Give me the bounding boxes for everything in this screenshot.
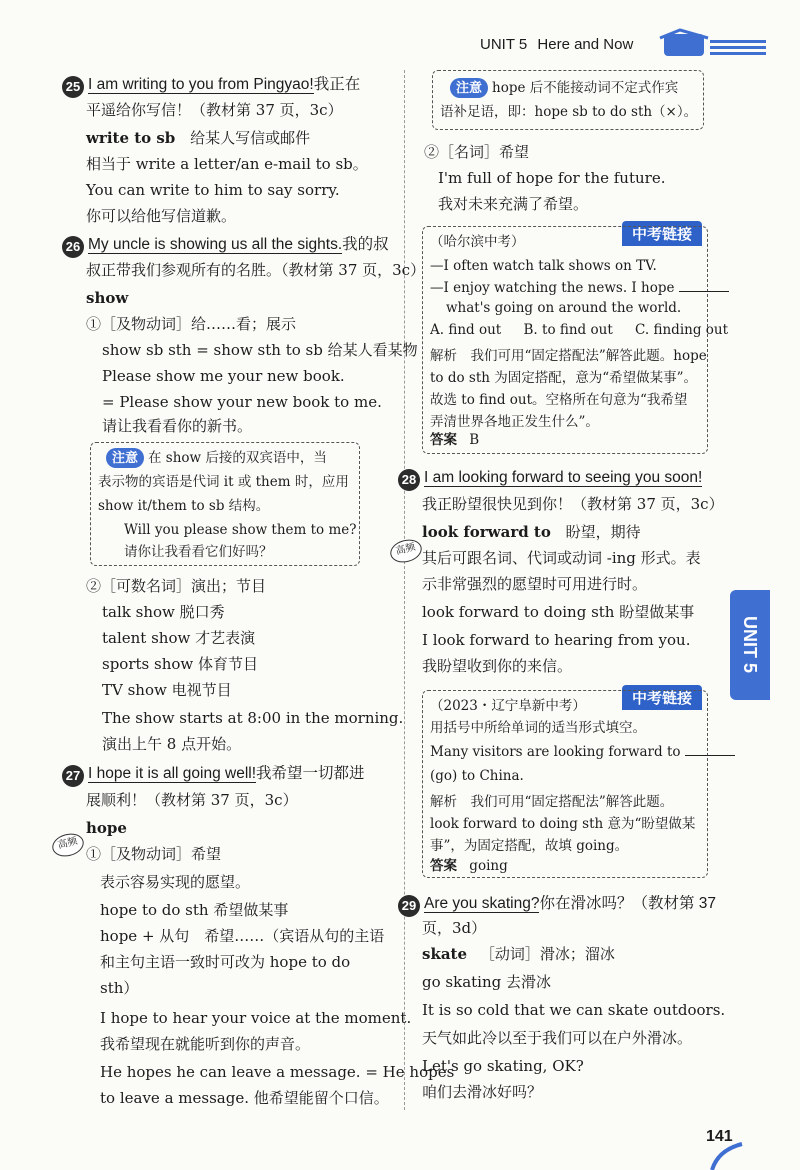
option-a: A. find out — [430, 322, 502, 338]
answer-value: B — [469, 432, 480, 448]
example-en: He hopes he can leave a message. = He hopes — [100, 1063, 455, 1081]
note-text: 在 show 后接的双宾语中，当 — [148, 450, 327, 466]
example-en: I'm full of hope for the future. — [438, 169, 666, 187]
exam-source: （哈尔滨中考） — [430, 234, 525, 250]
exam-link-tag: 中考链接 — [622, 221, 702, 246]
answer-blank — [685, 755, 735, 756]
answer-label: 答案 — [430, 858, 457, 874]
example-en: I look forward to hearing from you. — [422, 631, 691, 649]
text-line: talk show 脱口秀 — [102, 603, 225, 621]
note-example-en: Will you please show them to me? — [124, 522, 357, 538]
analysis-text: look forward to doing sth 意为“盼望做某 — [430, 816, 696, 832]
note-text: 表示物的宾语是代词 it 或 them 时，应用 — [98, 474, 349, 490]
analysis-text: 故选 to find out。空格所在句意为“我希望 — [430, 392, 688, 408]
column-divider — [404, 70, 405, 1110]
section-sentence-en: I am looking forward to seeing you soon! — [424, 469, 703, 486]
keyword-meaning: ［动词］滑冰；溜冰 — [479, 945, 615, 963]
text-line: hope + 从句 希望……（宾语从句的主语 — [100, 927, 385, 945]
section-number: 28 — [398, 469, 420, 491]
example-cn: 请让我看看你的新书。 — [102, 417, 253, 435]
note-tag: 注意 — [450, 78, 488, 98]
section-source: 页，3d） — [422, 919, 487, 937]
meaning-2: ②［名词］希望 — [424, 143, 530, 161]
keyword: look forward to — [422, 523, 551, 541]
example-en: I hope to hear your voice at the moment. — [100, 1009, 412, 1027]
answer-value: going — [469, 858, 508, 874]
section-source: 平遥给你写信！（教材第 37 页，3c） — [86, 101, 343, 119]
exam-instruction: 用括号中所给单词的适当形式填空。 — [430, 720, 646, 736]
unit-side-tab: UNIT 5 — [730, 590, 770, 700]
example-cn: 演出上午 8 点开始。 — [102, 735, 242, 753]
note-text: hope 后不能接动词不定式作宾 — [492, 80, 679, 96]
section-number: 27 — [62, 765, 84, 787]
option-c: C. finding out — [635, 322, 729, 338]
header-unit: UNIT 5 — [480, 36, 528, 53]
exam-question: what's going on around the world. — [446, 300, 682, 316]
section-sentence-cn: 我正在 — [313, 76, 361, 93]
frequency-stamp: 高频 — [50, 830, 87, 860]
example-cn: 我盼望收到你的来信。 — [422, 657, 573, 675]
example-en: Please show me your new book. — [102, 367, 345, 385]
text-line: talent show 才艺表演 — [102, 629, 256, 647]
exam-question: (go) to China. — [430, 768, 524, 784]
exam-question: —I enjoy watching the news. I hope — [430, 280, 675, 296]
section-sentence-en: Are you skating? — [424, 895, 540, 912]
text-line: sth） — [100, 979, 139, 997]
text-line: look forward to doing sth 盼望做某事 — [422, 603, 695, 621]
analysis-text: 解析 我们可用“固定搭配法”解答此题。 — [430, 794, 674, 810]
page-corner-icon — [708, 1140, 748, 1170]
text-line: sports show 体育节目 — [102, 655, 258, 673]
running-header — [480, 36, 633, 53]
analysis-text: 解析 我们可用“固定搭配法”解答此题。hope — [430, 348, 707, 364]
analysis-text: 事”，为固定搭配，故填 going。 — [430, 838, 629, 854]
example-cn: 咱们去滑冰好吗？ — [422, 1083, 543, 1101]
answer-blank — [679, 291, 729, 292]
note-text: show it/them to sb 结构。 — [98, 498, 270, 514]
note-tag: 注意 — [106, 448, 144, 468]
text-line: 其后可跟名词、代词或动词 -ing 形式。表 — [422, 549, 701, 567]
meaning-1: ①［及物动词］给……看；展示 — [86, 315, 297, 333]
exam-question: —I often watch talk shows on TV. — [430, 258, 657, 274]
note-example-cn: 请你让我看看它们好吗？ — [124, 544, 273, 560]
text-line: go skating 去滑冰 — [422, 973, 551, 991]
text-line: 和主句主语一致时可改为 hope to do — [100, 953, 351, 971]
keyword-meaning: 盼望，期待 — [565, 523, 641, 541]
frequency-stamp: 高频 — [388, 536, 425, 566]
keyword-line — [86, 126, 310, 150]
example-cn: 你可以给他写信道歉。 — [86, 207, 237, 225]
example-cn: 天气如此冷以至于我们可以在户外滑冰。 — [422, 1029, 693, 1047]
example-en: You can write to him to say sorry. — [86, 181, 340, 199]
section-source: 我正盼望很快见到你！（教材第 37 页，3c） — [422, 495, 724, 513]
example-en: It is so cold that we can skate outdoors. — [422, 1001, 726, 1019]
example-en: Let's go skating, OK? — [422, 1057, 584, 1075]
header-title: Here and Now — [537, 36, 634, 53]
section-number: 25 — [62, 76, 84, 98]
exam-link-tag: 中考链接 — [622, 685, 702, 710]
meaning-1: ①［及物动词］希望 — [86, 845, 222, 863]
option-b: B. to find out — [523, 322, 613, 338]
example-en: to leave a message. 他希望能留个口信。 — [100, 1089, 389, 1107]
keyword: show — [86, 289, 129, 307]
answer-label: 答案 — [430, 432, 457, 448]
keyword: skate — [422, 945, 468, 963]
exam-source: （2023・辽宁阜新中考） — [430, 698, 586, 714]
analysis-text: 弄清世界各地正发生什么”。 — [430, 414, 599, 430]
text-line: 表示容易实现的愿望。 — [100, 873, 251, 891]
section-source: 叔正带我们参观所有的名胜。（教材第 37 页，3c） — [86, 261, 426, 279]
header-decoration-icon — [650, 28, 770, 64]
keyword: hope — [86, 819, 127, 837]
section-sentence-en: I hope it is all going well! — [88, 765, 257, 782]
section-sentence-cn: 我的叔 — [342, 236, 389, 253]
example-en: The show starts at 8:00 in the morning. — [102, 709, 404, 727]
keyword-meaning: 给某人写信或邮件 — [190, 129, 311, 147]
text-line: hope to do sth 希望做某事 — [100, 901, 289, 919]
section-source: 展顺利！（教材第 37 页，3c） — [86, 791, 298, 809]
analysis-text: to do sth 为固定搭配，意为“希望做某事”。 — [430, 370, 698, 386]
example-en: = Please show your new book to me. — [102, 393, 382, 411]
example-cn: 我对未来充满了希望。 — [438, 195, 589, 213]
section-sentence-cn: 我希望一切都进 — [256, 765, 365, 782]
section-sentence-cn: 你在滑冰吗？（教材第 37 — [539, 895, 717, 912]
text-line: TV show 电视节目 — [102, 681, 232, 699]
exam-question: Many visitors are looking forward to — [430, 744, 681, 760]
note-text: 语补足语，即：hope sb to do sth（×）。 — [440, 104, 698, 120]
keyword: write to sb — [86, 129, 176, 147]
meaning-2: ②［可数名词］演出；节目 — [86, 577, 267, 595]
section-sentence-en: My uncle is showing us all the sights. — [88, 236, 343, 253]
text-line: 示非常强烈的愿望时可用进行时。 — [422, 575, 648, 593]
page-number: 141 — [706, 1128, 733, 1145]
example-cn: 我希望现在就能听到你的声音。 — [100, 1035, 311, 1053]
text-line: show sb sth = show sth to sb 给某人看某物 — [102, 341, 418, 359]
section-number: 26 — [62, 236, 84, 258]
section-number: 29 — [398, 895, 420, 917]
section-sentence-en: I am writing to you from Pingyao! — [88, 76, 314, 93]
text-line: 相当于 write a letter/an e-mail to sb。 — [86, 155, 368, 173]
